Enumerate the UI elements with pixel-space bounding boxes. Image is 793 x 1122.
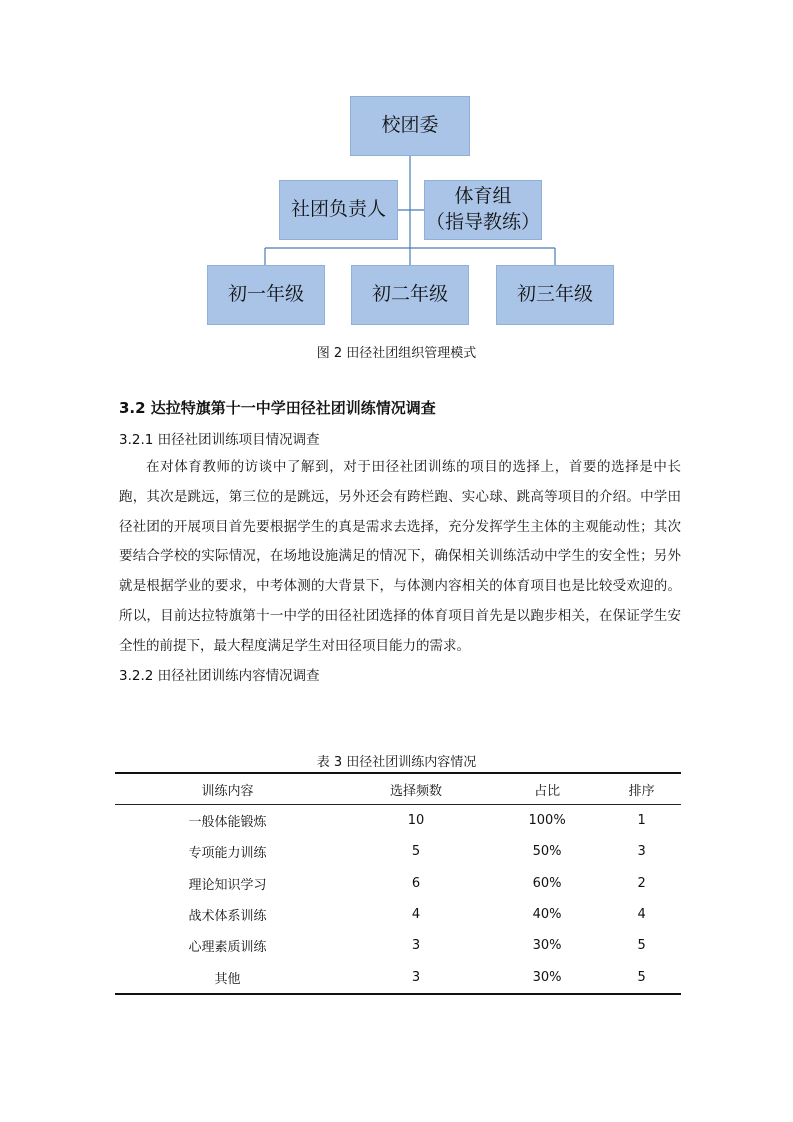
table-cell: 心理素质训练 bbox=[188, 940, 267, 956]
table-cell: 一般体能锻炼 bbox=[188, 815, 267, 831]
training-content-table bbox=[115, 772, 681, 995]
table-cell: 其他 bbox=[115, 961, 340, 993]
org-node-grade-2 bbox=[351, 265, 469, 325]
subsection-heading-2: 3.2.2 田径社团训练内容情况调查 bbox=[119, 668, 320, 684]
org-node-right-mid bbox=[424, 180, 542, 240]
table-cell: 100% bbox=[528, 813, 566, 829]
subsection-heading-1: 3.2.1 田径社团训练项目情况调查 bbox=[119, 432, 320, 448]
table-caption: 表 3 田径社团训练内容情况 bbox=[316, 755, 477, 770]
org-node-top bbox=[350, 96, 470, 156]
table-cell: 3 bbox=[340, 961, 492, 993]
org-node-grade-3 bbox=[496, 265, 614, 325]
table-cell: 专项能力训练 bbox=[188, 846, 267, 862]
table-cell: 60% bbox=[532, 875, 562, 891]
org-node-grade-3-label: 初三年级 bbox=[516, 283, 593, 306]
table-row bbox=[115, 836, 681, 867]
table-row bbox=[115, 868, 681, 899]
table-cell: 2 bbox=[637, 875, 646, 891]
table-body bbox=[115, 805, 681, 994]
section-heading: 3.2 达拉特旗第十一中学田径社团训练情况调查 bbox=[119, 399, 436, 417]
org-node-grade-1-label: 初一年级 bbox=[227, 283, 304, 306]
table-cell: 30% bbox=[532, 938, 562, 954]
header-cell: 排序 bbox=[602, 773, 681, 805]
org-node-left-mid bbox=[279, 180, 398, 240]
table-cell: 理论知识学习 bbox=[188, 877, 267, 893]
table-cell: 30% bbox=[492, 961, 602, 993]
org-node-grade-2-label: 初二年级 bbox=[371, 283, 448, 306]
header-cell: 占比 bbox=[492, 773, 602, 805]
table-header-row bbox=[115, 773, 681, 805]
table-cell: 3 bbox=[637, 844, 646, 860]
table-cell: 战术体系训练 bbox=[188, 909, 267, 925]
table-cell: 50% bbox=[532, 844, 562, 860]
table-cell: 5 bbox=[637, 938, 646, 954]
table-cell: 6 bbox=[411, 875, 421, 891]
header-cell: 训练内容 bbox=[115, 773, 340, 805]
table-head bbox=[115, 773, 681, 805]
table-cell: 1 bbox=[637, 813, 646, 829]
table-row bbox=[115, 930, 681, 961]
table-cell: 3 bbox=[411, 938, 421, 954]
table-row bbox=[115, 961, 681, 993]
table-row bbox=[115, 805, 681, 837]
table-cell: 5 bbox=[411, 844, 421, 860]
figure-caption: 图 2 田径社团组织管理模式 bbox=[316, 346, 477, 361]
table-cell: 5 bbox=[602, 961, 681, 993]
table-cell: 10 bbox=[407, 813, 425, 829]
table-cell: 4 bbox=[637, 907, 646, 923]
table-row bbox=[115, 899, 681, 930]
org-node-left-mid-label: 社团负责人 bbox=[290, 198, 386, 221]
body-paragraph: 在对体育教师的访谈中了解到，对于田径社团训练的项目的选择上，首要的选择是中长跑，其次是跳远，第三位的是跳远，另外还会有跨栏跑、实心球、跳高等项目的介绍。中学田径社团的开展项目首先要根据学生的真是需求去选择，充分发挥学生主体的主观能动性；其次要结合学校的实际情况，在场地设施满足的情况下，确保相关训练活动中学生的安全性；另外就是根据学业的要求，中考体测的大背景下，与体测内容相关的体育项目也是比较受欢迎的。所以，目前达拉特旗第十一中学的田径社团选择的体育项目首先是以跑步相关，在保证学生安全性的前提下，最大程度满足学生对田径项目能力的需求。 bbox=[119, 459, 681, 654]
org-node-top-label: 校团委 bbox=[381, 114, 439, 137]
org-node-grade-1 bbox=[207, 265, 325, 325]
table-cell: 40% bbox=[532, 907, 562, 923]
table-cell: 4 bbox=[411, 907, 421, 923]
org-node-right-mid-line2: （指导教练） bbox=[425, 211, 540, 233]
org-node-right-mid-line1: 体育组 bbox=[454, 185, 512, 208]
org-chart bbox=[0, 0, 793, 340]
header-cell: 选择频数 bbox=[340, 773, 492, 805]
